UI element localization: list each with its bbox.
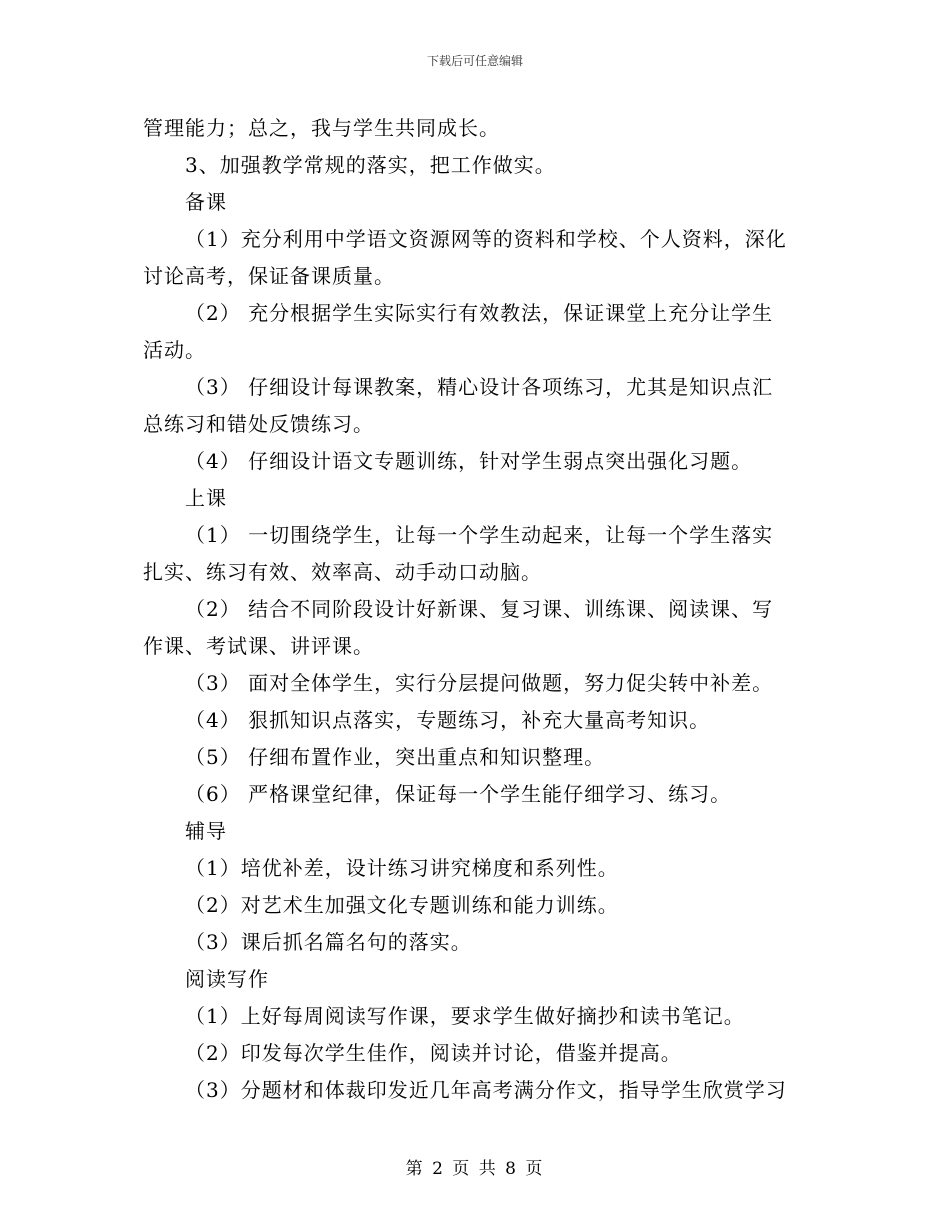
list-item: （3） 面对全体学生，实行分层提问做题，努力促尖转中补差。	[185, 671, 774, 695]
list-item: （1）上好每周阅读写作课，要求学生做好摘抄和读书笔记。	[185, 1004, 745, 1028]
list-item: （4） 狠抓知识点落实，专题练习，补充大量高考知识。	[185, 708, 711, 732]
list-item: （3）课后抓名篇名句的落实。	[185, 930, 472, 954]
list-item: （3）分题材和体裁印发近几年高考满分作文，指导学生欣赏学习	[185, 1078, 787, 1102]
page-footer: 第 2 页 共 8 页	[405, 1159, 545, 1179]
document-body	[143, 110, 811, 1109]
page-header: 下载后可任意编辑	[426, 54, 523, 68]
section-heading: 3、加强教学常规的落实，把工作做实。	[185, 153, 556, 177]
list-item: （2）印发每次学生佳作，阅读并讨论，借鉴并提高。	[185, 1041, 682, 1065]
list-item-continuation: 讨论高考，保证备课质量。	[143, 264, 395, 288]
list-item: （1）充分利用中学语文资源网等的资料和学校、个人资料，深化	[185, 227, 787, 251]
list-item: （6） 严格课堂纪律，保证每一个学生能仔细学习、练习。	[185, 782, 732, 806]
list-item-continuation: 扎实、练习有效、效率高、动手动口动脑。	[143, 560, 542, 584]
subsection-heading: 阅读写作	[185, 967, 269, 991]
paragraph-line: 管理能力；总之，我与学生共同成长。	[143, 116, 500, 140]
list-item: （1） 一切围绕学生，让每一个学生动起来，让每一个学生落实	[185, 523, 774, 547]
subsection-heading: 备课	[185, 190, 227, 214]
list-item: （2） 充分根据学生实际实行有效教法，保证课堂上充分让学生	[185, 301, 774, 325]
list-item: （1）培优补差，设计练习讲究梯度和系列性。	[185, 856, 619, 880]
list-item: （5） 仔细布置作业，突出重点和知识整理。	[185, 745, 606, 769]
list-item-continuation: 作课、考试课、讲评课。	[143, 634, 374, 658]
list-item: （2）对艺术生加强文化专题训练和能力训练。	[185, 893, 619, 917]
subsection-heading: 上课	[185, 486, 227, 510]
list-item: （3） 仔细设计每课教案，精心设计各项练习，尤其是知识点汇	[185, 375, 774, 399]
subsection-heading: 辅导	[185, 819, 227, 843]
list-item: （4） 仔细设计语文专题训练，针对学生弱点突出强化习题。	[185, 449, 753, 473]
list-item-continuation: 活动。	[143, 338, 206, 362]
list-item: （2） 结合不同阶段设计好新课、复习课、训练课、阅读课、写	[185, 597, 774, 621]
list-item-continuation: 总练习和错处反馈练习。	[143, 412, 374, 436]
